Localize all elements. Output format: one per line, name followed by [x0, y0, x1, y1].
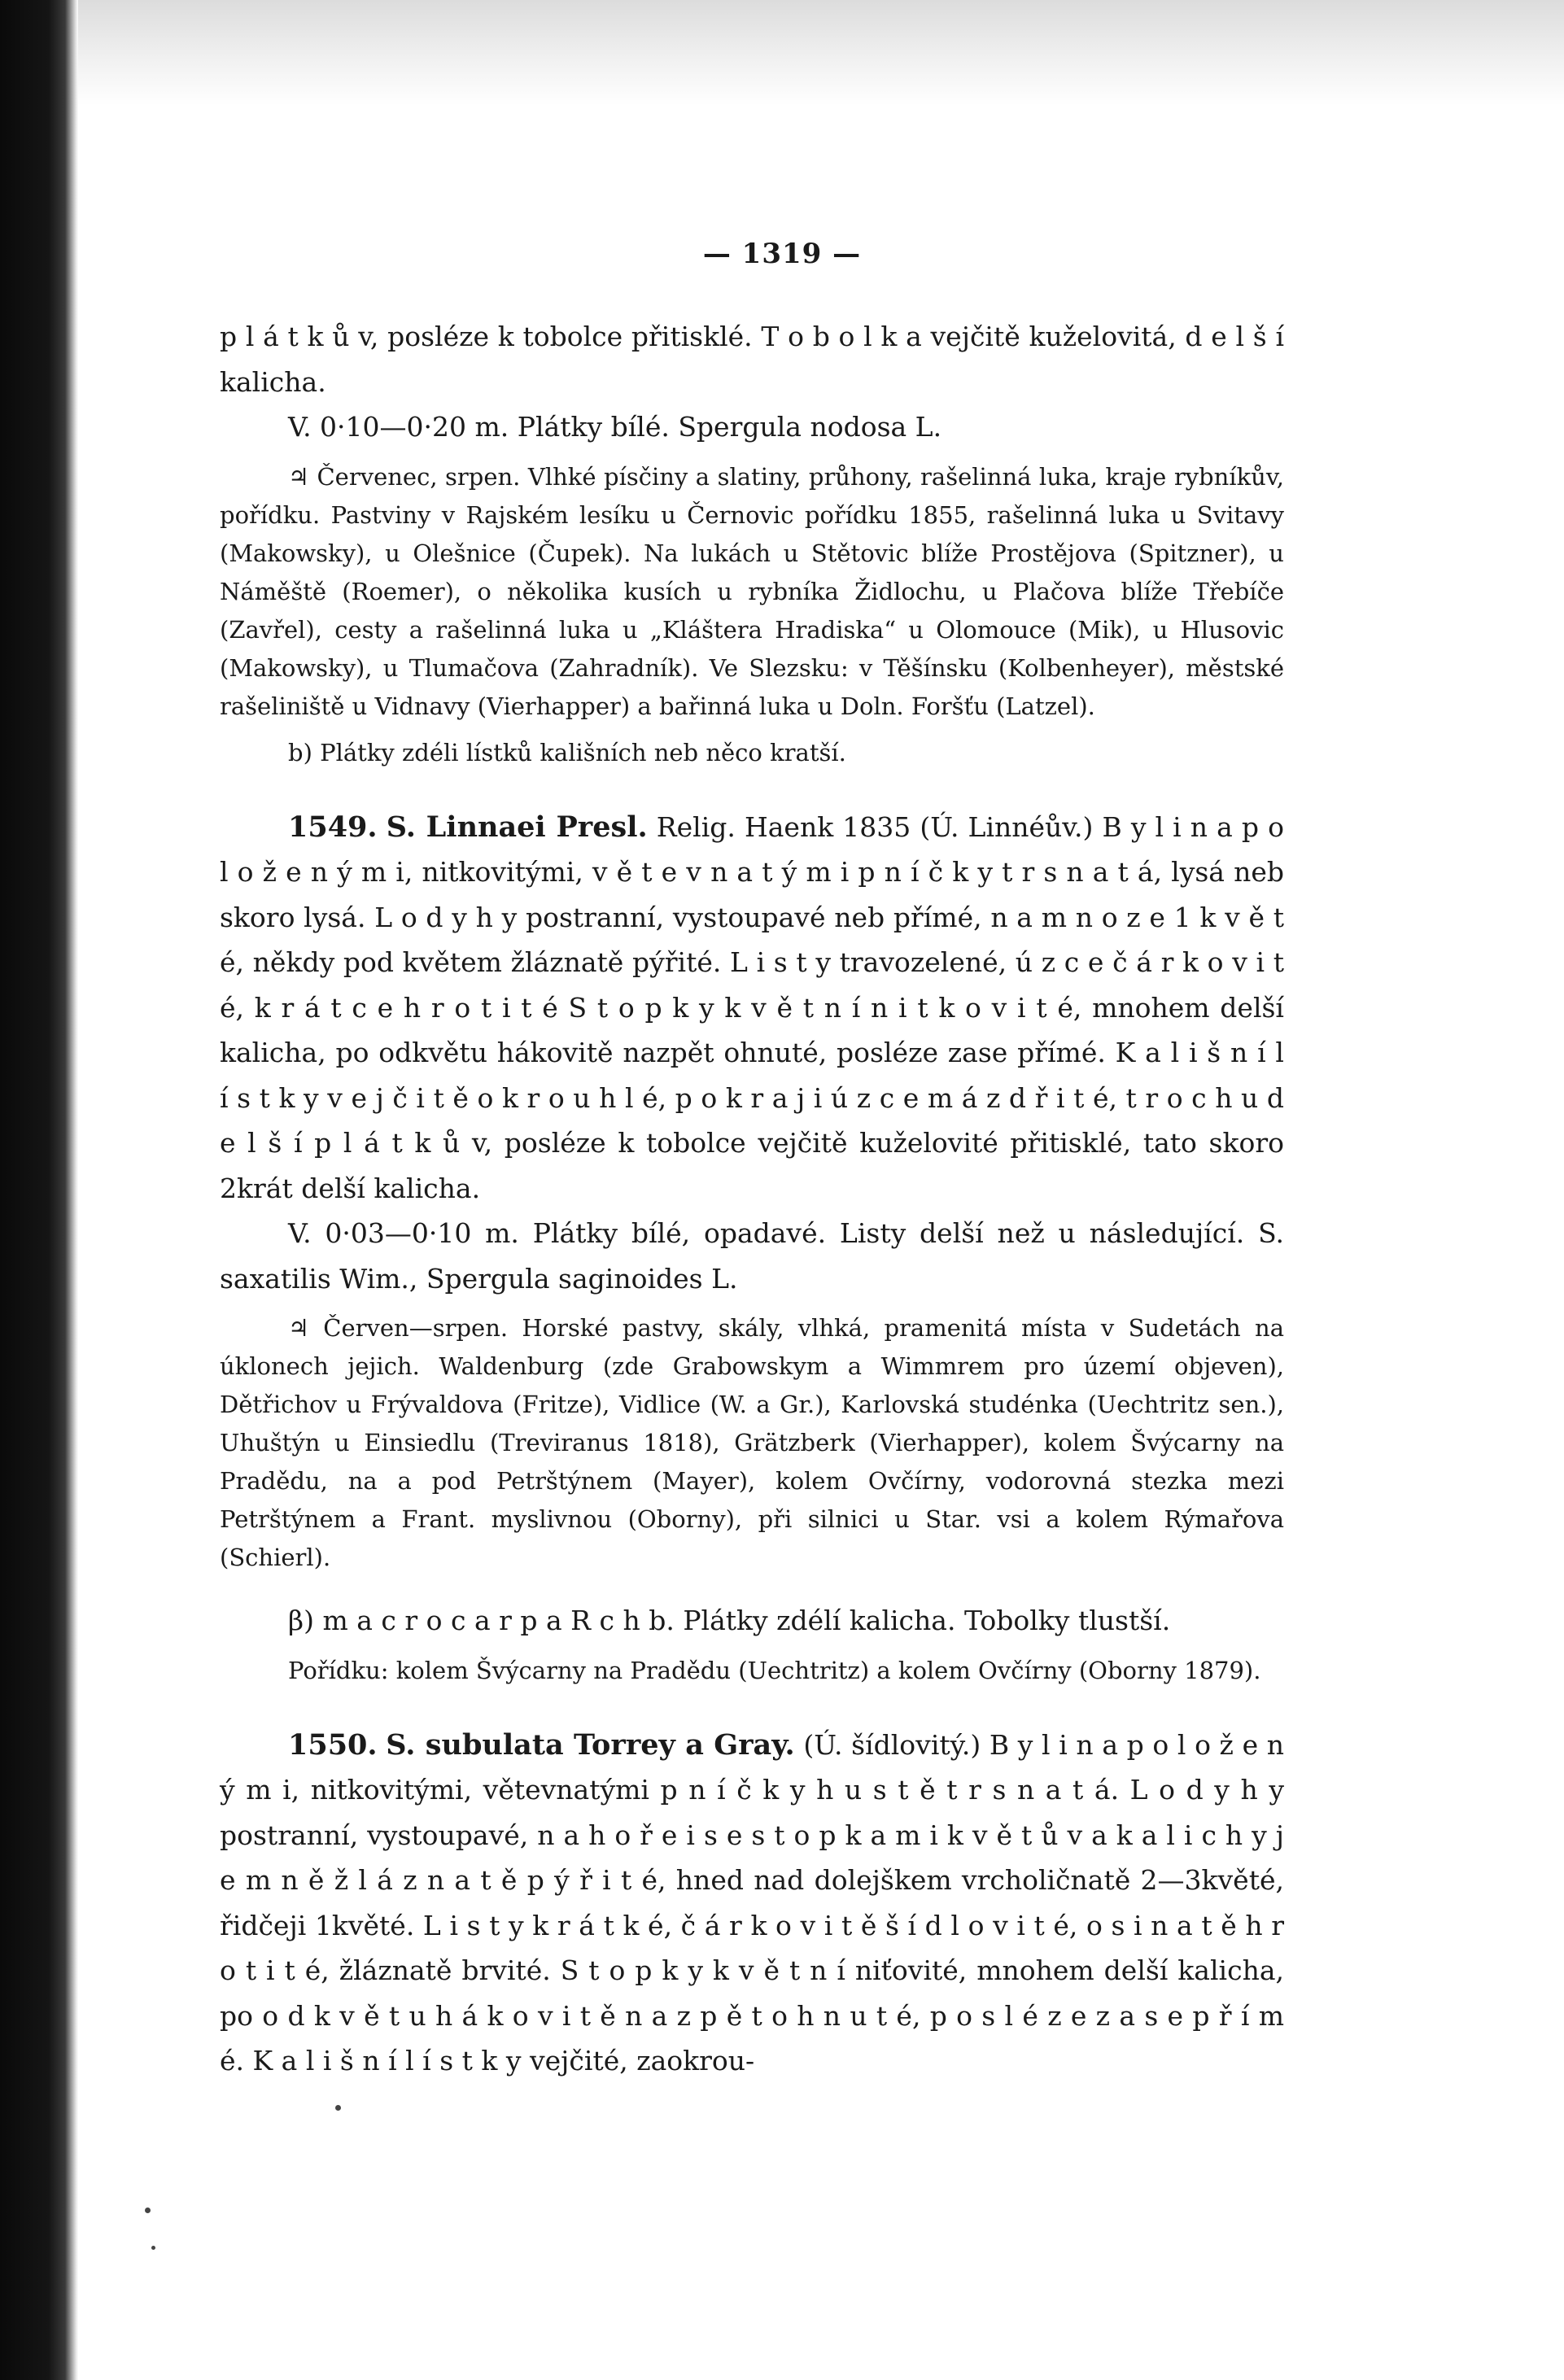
species-1550-description: B y l i n a p o l o ž e n ý m i, nitkovitými, větevnatými p n í č k y h u s t ě t r s n a t á. L o d y h y postranní, vystoupavé, n a h o ř e i s e s t o p k a m i k v ě t ů v a k a l i c h y j e m n ě ž l á z n a t ě p ý ř i t é, hned nad dolejškem vrcholičnatě 2—3květé, řidčeji 1květé. L i s t y k r á t k é, č á r k o v i t ě š í d l o v i t é, o s i n a t ě h r o t i t é, žláznatě brvité. S t o p k y k v ě t n í niťovité, mnohem delší kalicha, po o d k v ě t u h á k o v i t ě n a z p ě t o h n u t é, p o s l é z e z a s e p ř í m é. K a l i š n í l í s t k y vejčité, zaokrou-	[220, 1728, 1284, 2076]
species-1549-citation: Relig. Haenk 1835 (Ú. Linnéův.)	[656, 810, 1094, 843]
species-1549-habitat: ♃ Červen—srpen. Horské pastvy, skály, vlhká, pramenitá místa v Sudetách na úklonech jejich. Waldenburg (zde Grabowskym a Wimmrem pro území objeven), Dětřichov u Frývaldova (Fritze), Vidlice (W. a Gr.), Karlovská studénka (Uechtritz sen.), Uhuštýn u Einsiedlu (Treviranus 1818), Grätzberk (Vierhapper), kolem Švýcarny na Pradědu, na a pod Petrštýnem (Mayer), kolem Ovčírny, vodorovná stezka mezi Petrštýnem a Frant. myslivnou (Oborny), při silnici u Star. vsi a kolem Rýmařova (Schierl).	[220, 1314, 1284, 1571]
intro-size-line: V. 0·10—0·20 m. Plátky bílé. Spergula nodosa L.	[288, 411, 942, 443]
scan-speck	[335, 2105, 341, 2111]
intro-continuation: p l á t k ů v, posléze k tobolce přitisklé. T o b o l k a vejčitě kuželovitá, d e l š í kalicha.	[220, 321, 1284, 398]
species-1550-entry	[220, 1723, 1284, 2084]
species-1549-variant-beta: β) m a c r o c a r p a R c h b. Plátky zdélí kalicha. Tobolky tlustší.	[288, 1605, 1171, 1636]
species-1550-name: S. subulata Torrey a Gray.	[386, 1727, 795, 1762]
species-1549-name: S. Linnaei Presl.	[386, 810, 648, 844]
intro-variant-b: b) Plátky zdéli lístků kališních neb něco kratší.	[288, 738, 846, 766]
text-column	[220, 314, 1284, 2084]
species-1550-number: 1550.	[288, 1727, 378, 1762]
species-1549-number: 1549.	[288, 810, 378, 844]
species-1549-entry	[220, 805, 1284, 1212]
species-1550-citation: (Ú. šídlovitý.)	[803, 1728, 981, 1761]
scan-speck	[151, 2246, 155, 2250]
page-number: — 1319 —	[702, 238, 862, 270]
scan-page-edge	[0, 0, 78, 2380]
species-1549-variant-beta-locality: Pořídku: kolem Švýcarny na Pradědu (Uechtritz) a kolem Ovčírny (Oborny 1879).	[288, 1656, 1261, 1684]
scan-speck	[145, 2208, 151, 2213]
intro-habitat: ♃ Červenec, srpen. Vlhké písčiny a slatiny, průhony, rašelinná luka, kraje rybníkův, pořídku. Pastviny v Rajském lesíku u Černovic pořídku 1855, rašelinná luka u Svitavy (Makowsky), u Olešnice (Čupek). Na lukách u Stětovic blíže Prostějova (Spitzner), u Náměště (Roemer), o několika kusích u rybníka Židlochu, u Plačova blíže Třebíče (Zavřel), cesty a rašelinná luka u „Kláštera Hradiska“ u Olomouce (Mik), u Hlusovic (Makowsky), u Tlumačova (Zahradník). Ve Slezsku: v Těšínsku (Kolbenheyer), městské rašeliniště u Vidnavy (Vierhapper) a bařinná luka u Doln. Foršťu (Latzel).	[220, 462, 1284, 720]
species-1549-size-line: V. 0·03—0·10 m. Plátky bílé, opadavé. Listy delší než u následující. S. saxatilis Wim., Spergula saginoides L.	[220, 1217, 1284, 1295]
species-1549-description: B y l i n a p o l o ž e n ý m i, nitkovitými, v ě t e v n a t ý m i p n í č k y t r s n a t á, lysá neb skoro lysá. L o d y h y postranní, vystoupavé neb přímé, n a m n o z e 1 k v ě t é, někdy pod květem žláznatě pýřité. L i s t y travozelené, ú z c e č á r k o v i t é, k r á t c e h r o t i t é S t o p k y k v ě t n í n i t k o v i t é, mnohem delší kalicha, po odkvětu hákovitě nazpět ohnuté, posléze zase přímé. K a l i š n í l í s t k y v e j č i t ě o k r o u h l é, p o k r a j i ú z c e m á z d ř i t é, t r o c h u d e l š í p l á t k ů v, posléze k tobolce vejčitě kuželovité přitisklé, tato skoro 2krát delší kalicha.	[220, 810, 1284, 1204]
scan-top-shade	[78, 0, 1564, 106]
